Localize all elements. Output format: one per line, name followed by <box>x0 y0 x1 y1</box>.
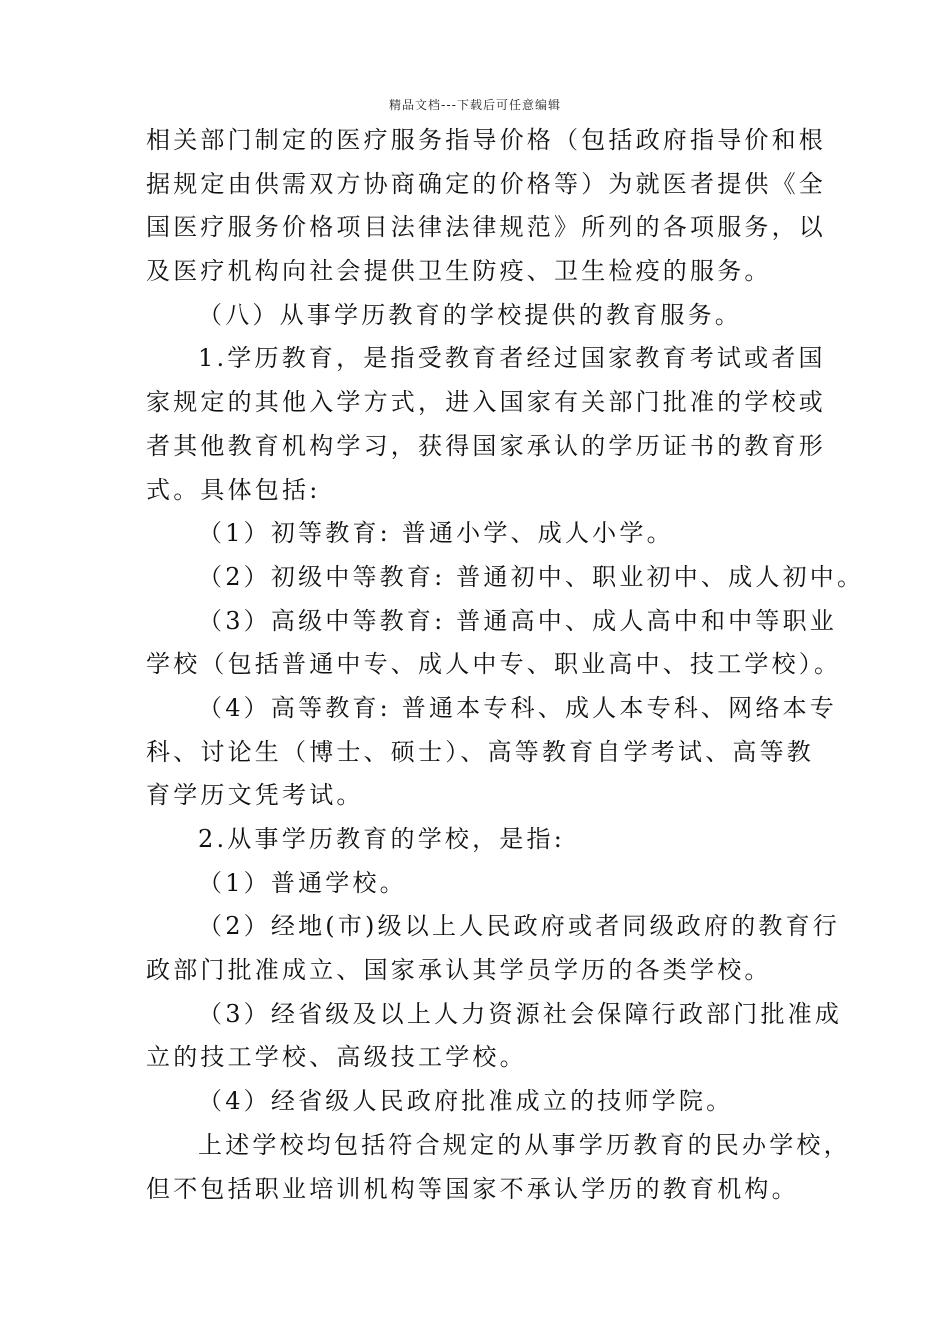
text-line: （4）经省级人民政府批准成立的技师学院。 <box>198 1087 734 1116</box>
text-line: 立的技工学校、高级技工学校。 <box>146 1043 527 1072</box>
text-line: 及医疗机构向社会提供卫生防疫、卫生检疫的服务。 <box>146 257 772 286</box>
text-line: 上述学校均包括符合规定的从事学历教育的民办学校， <box>198 1130 851 1159</box>
text-line: （1）初等教育: 普通小学、成人小学。 <box>198 519 674 548</box>
text-line: 1.学历教育，是指受教育者经过国家教育考试或者国 <box>198 344 826 373</box>
document-body <box>146 119 865 1211</box>
text-line: 但不包括职业培训机构等国家不承认学历的教育机构。 <box>146 1174 799 1203</box>
text-line: （1）普通学校。 <box>198 868 407 897</box>
text-line: 家规定的其他入学方式，进入国家有关部门批准的学校或 <box>146 388 826 417</box>
text-line: 国医疗服务价格项目法律法律规范》所列的各项服务，以 <box>146 213 826 242</box>
text-line: （2）经地(市)级以上人民政府或者同级政府的教育行 <box>198 912 840 941</box>
text-line: 政部门批准成立、国家承认其学员学历的各类学校。 <box>146 956 772 985</box>
text-line: （2）初级中等教育: 普通初中、职业初中、成人初中。 <box>198 562 865 591</box>
page-header: 精品文档---下载后可任意编辑 <box>389 98 561 112</box>
text-line: （3）经省级及以上人力资源社会保障行政部门批准成 <box>198 999 843 1028</box>
text-line: （4）高等教育: 普通本专科、成人本专科、网络本专 <box>198 693 837 722</box>
text-line: （3）高级中等教育: 普通高中、成人高中和中等职业 <box>198 606 837 635</box>
text-line: （八）从事学历教育的学校提供的教育服务。 <box>198 300 742 329</box>
text-line: 据规定由供需双方协商确定的价格等）为就医者提供《全 <box>146 169 826 198</box>
text-line: 科、讨论生（博士、硕士）、高等教育自学考试、高等教 <box>146 737 814 766</box>
text-line: 者其他教育机构学习，获得国家承认的学历证书的教育形 <box>146 431 826 460</box>
text-line: 学校（包括普通中专、成人中专、职业高中、技工学校）。 <box>146 650 842 679</box>
text-line: 2.从事学历教育的学校，是指: <box>198 825 565 853</box>
text-line: 相关部门制定的医疗服务指导价格（包括政府指导价和根 <box>146 126 826 154</box>
text-line: 育学历文凭考试。 <box>146 781 364 810</box>
text-line: 式。具体包括: <box>146 475 321 504</box>
